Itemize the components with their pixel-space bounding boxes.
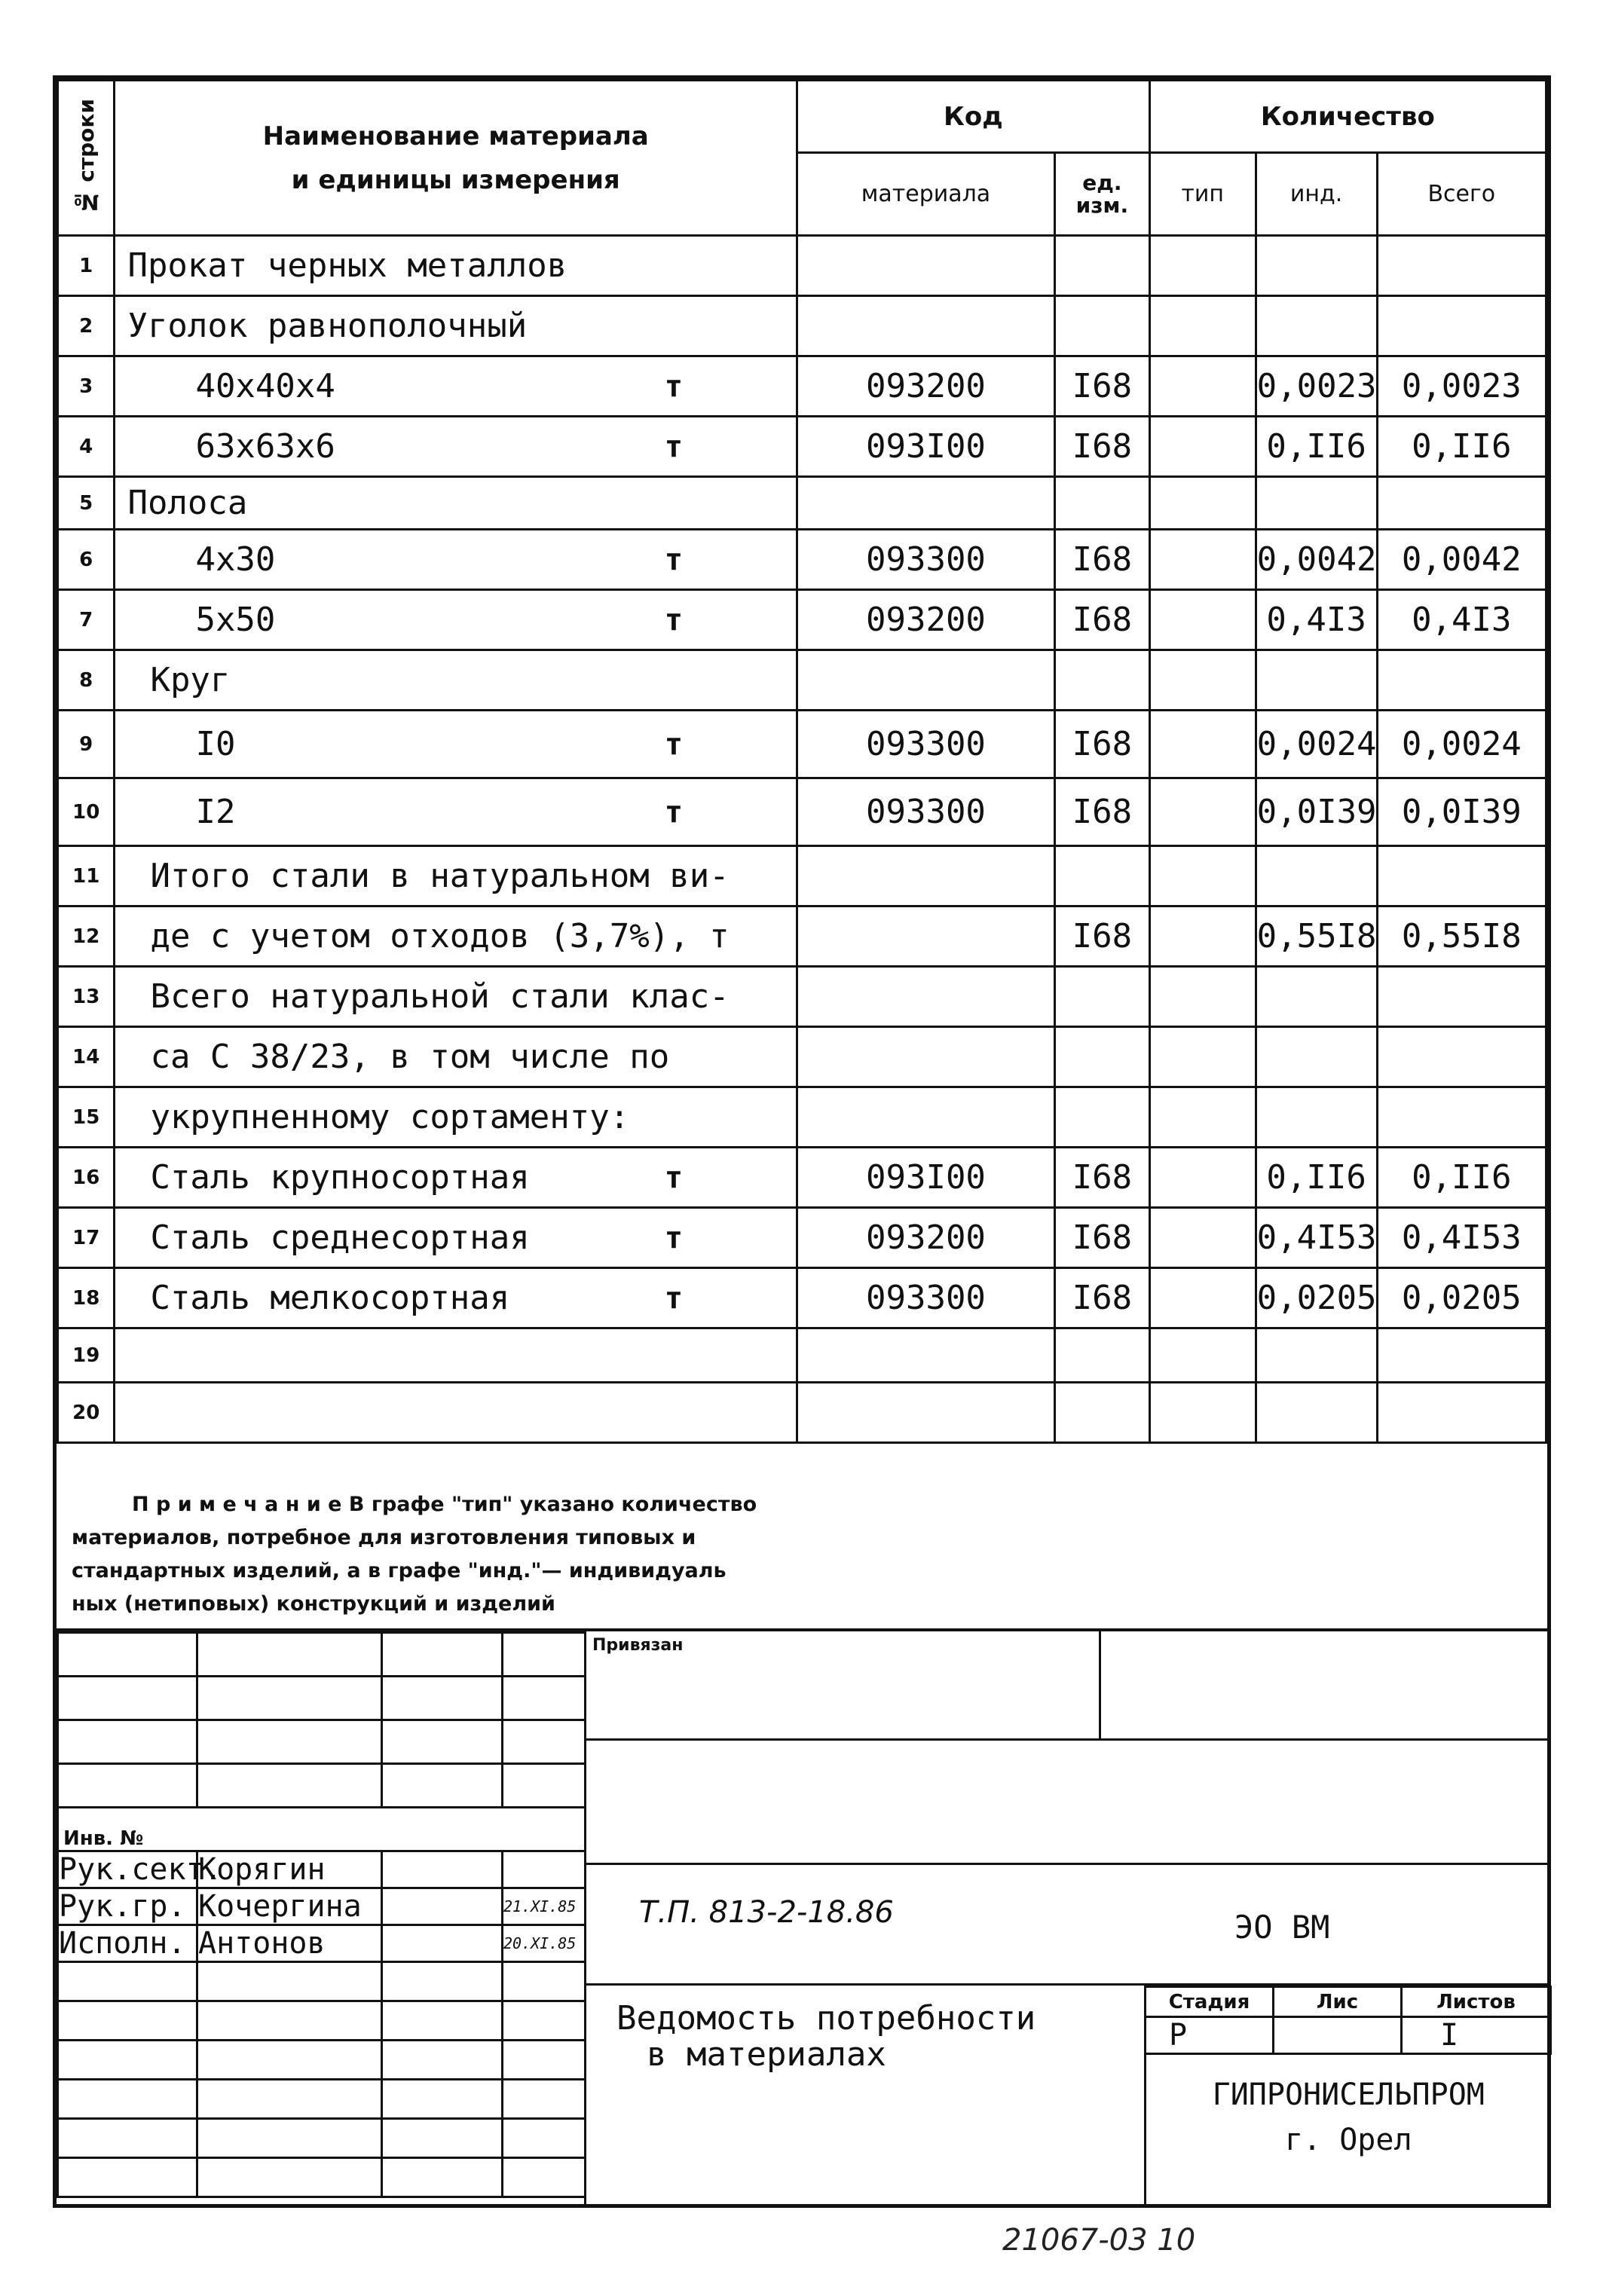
material-name xyxy=(115,477,797,530)
qty-ind xyxy=(1256,1328,1377,1383)
material-code xyxy=(797,477,1054,530)
row-number: 1 xyxy=(58,236,115,296)
qty-ind xyxy=(1256,650,1377,711)
qty-type xyxy=(1149,1027,1256,1087)
material-code xyxy=(797,1027,1054,1087)
qty-total: 0,4I3 xyxy=(1377,590,1546,650)
qty-type xyxy=(1149,590,1256,650)
row-number: 7 xyxy=(58,590,115,650)
qty-ind: 0,0205 xyxy=(1256,1268,1377,1328)
table-row xyxy=(58,530,1546,590)
material-name xyxy=(115,590,797,650)
qty-type xyxy=(1149,711,1256,778)
material-code: 093300 xyxy=(797,530,1054,590)
unit-label: т xyxy=(664,1220,683,1255)
row-number: 2 xyxy=(58,296,115,356)
row-number: 16 xyxy=(58,1148,115,1208)
material-name xyxy=(115,236,797,296)
qty-ind: 0,4I3 xyxy=(1256,590,1377,650)
qty-ind: 0,II6 xyxy=(1256,417,1377,477)
material-name xyxy=(115,846,797,906)
qty-ind xyxy=(1256,967,1377,1027)
row-number: 15 xyxy=(58,1087,115,1148)
qty-total: 0,II6 xyxy=(1377,1148,1546,1208)
material-name-text: I2 xyxy=(195,793,236,831)
qty-ind: 0,0023 xyxy=(1256,356,1377,417)
unit-code xyxy=(1055,236,1150,296)
qty-type xyxy=(1149,778,1256,846)
qty-type xyxy=(1149,417,1256,477)
row-number: 4 xyxy=(58,417,115,477)
unit-code: I68 xyxy=(1055,590,1150,650)
material-name xyxy=(115,778,797,846)
materials-rows xyxy=(58,236,1546,1443)
blank-box xyxy=(584,1741,1547,1865)
material-name-text: Всего натуральной стали клас- xyxy=(150,977,730,1016)
binding-box xyxy=(584,1631,1547,1741)
material-name-text: де с учетом отходов (3,7%), т xyxy=(150,917,730,955)
qty-type xyxy=(1149,236,1256,296)
unit-code: I68 xyxy=(1055,1268,1150,1328)
qty-ind xyxy=(1256,236,1377,296)
unit-code: I68 xyxy=(1055,417,1150,477)
sheets-label: Листов xyxy=(1402,1987,1551,2017)
unit-label: т xyxy=(664,1280,683,1316)
table-row xyxy=(58,1087,1546,1148)
material-code xyxy=(797,296,1054,356)
material-code: 093300 xyxy=(797,1268,1054,1328)
qty-total xyxy=(1377,1087,1546,1148)
title-block xyxy=(57,1631,1547,2204)
qty-type xyxy=(1149,1087,1256,1148)
qty-type-header: тип xyxy=(1149,153,1256,236)
signature-3 xyxy=(382,1925,503,1962)
qty-ind: 0,0042 xyxy=(1256,530,1377,590)
material-name xyxy=(115,1328,797,1383)
unit-code xyxy=(1055,1383,1150,1443)
table-row xyxy=(58,846,1546,906)
qty-total xyxy=(1377,296,1546,356)
qty-ind: 0,0I39 xyxy=(1256,778,1377,846)
binding-label: Привязан xyxy=(592,1636,684,1655)
row-number: 12 xyxy=(58,906,115,967)
material-code: 093I00 xyxy=(797,417,1054,477)
unit-code: I68 xyxy=(1055,1148,1150,1208)
row-number: 10 xyxy=(58,778,115,846)
material-name-text: Полоса xyxy=(127,484,248,522)
material-code xyxy=(797,1383,1054,1443)
qty-total xyxy=(1377,1328,1546,1383)
inventory-number-label: Инв. № xyxy=(58,1808,586,1851)
material-name xyxy=(115,1268,797,1328)
table-row xyxy=(58,906,1546,967)
material-name xyxy=(115,967,797,1027)
material-code: 093200 xyxy=(797,1208,1054,1268)
material-name-text: Сталь крупносортная xyxy=(150,1158,530,1197)
table-row xyxy=(58,1027,1546,1087)
qty-type xyxy=(1149,650,1256,711)
unit-code xyxy=(1055,846,1150,906)
qty-total xyxy=(1377,236,1546,296)
qty-type xyxy=(1149,906,1256,967)
material-name-text: Итого стали в натуральном ви- xyxy=(150,857,730,895)
note-line-4: ных (нетиповых) конструкций и изделий xyxy=(72,1592,555,1616)
qty-total: 0,0042 xyxy=(1377,530,1546,590)
qty-ind xyxy=(1256,1383,1377,1443)
qty-ind xyxy=(1256,1087,1377,1148)
qty-ind-header: инд. xyxy=(1256,153,1377,236)
material-name-text: 5x50 xyxy=(195,601,276,639)
qty-type xyxy=(1149,296,1256,356)
material-name-text: I0 xyxy=(195,725,236,763)
qty-type xyxy=(1149,1208,1256,1268)
qty-total xyxy=(1377,1383,1546,1443)
material-name xyxy=(115,711,797,778)
qty-ind: 0,55I8 xyxy=(1256,906,1377,967)
qty-ind: 0,4I53 xyxy=(1256,1208,1377,1268)
doc-code-row xyxy=(584,1865,1547,1986)
material-name-text: 4x30 xyxy=(195,540,276,579)
unit-label: т xyxy=(664,368,683,404)
note-block xyxy=(57,1481,1547,1631)
quantity-header: Количество xyxy=(1149,81,1546,153)
material-name-text: 63x63x6 xyxy=(195,427,335,466)
doc-code: Т.П. 813-2-18.86 xyxy=(639,1895,894,1930)
qty-total xyxy=(1377,650,1546,711)
stage-table xyxy=(1144,1986,1552,2208)
person-1: Корягин xyxy=(197,1851,382,1888)
table-row xyxy=(58,590,1546,650)
qty-type xyxy=(1149,1383,1256,1443)
code-header: Код xyxy=(797,81,1149,153)
signature-1 xyxy=(382,1851,503,1888)
sheet-label: Лис xyxy=(1274,1987,1402,2017)
qty-ind xyxy=(1256,477,1377,530)
qty-type xyxy=(1149,846,1256,906)
material-name xyxy=(115,296,797,356)
material-name-text: Сталь среднесортная xyxy=(150,1218,530,1257)
table-row xyxy=(58,1328,1546,1383)
material-name-text: 40x40x4 xyxy=(195,367,335,405)
sheet-value xyxy=(1274,2017,1402,2054)
qty-total-header: Всего xyxy=(1377,153,1546,236)
qty-type xyxy=(1149,967,1256,1027)
row-number: 11 xyxy=(58,846,115,906)
qty-type xyxy=(1149,530,1256,590)
material-name-text: Сталь мелкосортная xyxy=(150,1279,510,1317)
unit-code: I68 xyxy=(1055,356,1150,417)
material-name-text: укрупненному сортаменту: xyxy=(150,1098,630,1136)
unit-label: т xyxy=(664,1160,683,1195)
qty-total: 0,0205 xyxy=(1377,1268,1546,1328)
row-number: 3 xyxy=(58,356,115,417)
table-row xyxy=(58,236,1546,296)
date-2: 21.XI.85 xyxy=(503,1888,586,1925)
date-3: 20.XI.85 xyxy=(503,1925,586,1962)
material-code: 093200 xyxy=(797,590,1054,650)
table-row xyxy=(58,711,1546,778)
unit-code xyxy=(1055,650,1150,711)
unit-code xyxy=(1055,1328,1150,1383)
row-number: 17 xyxy=(58,1208,115,1268)
qty-total: 0,0024 xyxy=(1377,711,1546,778)
row-number: 9 xyxy=(58,711,115,778)
qty-ind: 0,0024 xyxy=(1256,711,1377,778)
table-row xyxy=(58,1383,1546,1443)
material-name xyxy=(115,1087,797,1148)
qty-total: 0,4I53 xyxy=(1377,1208,1546,1268)
code-material-header: материала xyxy=(797,153,1054,236)
person-2: Кочергина xyxy=(197,1888,382,1925)
material-name-text: са С 38/23, в том числе по xyxy=(150,1038,670,1076)
table-row xyxy=(58,967,1546,1027)
binding-divider xyxy=(1099,1631,1101,1741)
organization-name: ГИПРОНИСЕЛЬПРОМ xyxy=(1212,2077,1485,2112)
material-name-text: Круг xyxy=(150,661,231,699)
unit-label: т xyxy=(664,542,683,577)
row-number: 20 xyxy=(58,1383,115,1443)
unit-code xyxy=(1055,1027,1150,1087)
qty-total xyxy=(1377,846,1546,906)
row-number: 18 xyxy=(58,1268,115,1328)
title-row xyxy=(584,1986,1547,2204)
table-row xyxy=(58,417,1546,477)
unit-label: т xyxy=(664,602,683,637)
sheets-value: I xyxy=(1402,2017,1551,2054)
material-name xyxy=(115,1383,797,1443)
material-name xyxy=(115,1027,797,1087)
row-number: 19 xyxy=(58,1328,115,1383)
material-code xyxy=(797,846,1054,906)
table-row xyxy=(58,1268,1546,1328)
note-line-1: П р и м е ч а н и е В графе "тип" указано количество xyxy=(132,1493,757,1516)
material-code xyxy=(797,1328,1054,1383)
unit-code: I68 xyxy=(1055,711,1150,778)
material-name-text: Уголок равнополочный xyxy=(127,307,528,345)
unit-code: I68 xyxy=(1055,906,1150,967)
material-code: 093200 xyxy=(797,356,1054,417)
unit-code: I68 xyxy=(1055,1208,1150,1268)
unit-code xyxy=(1055,477,1150,530)
qty-total: 0,0023 xyxy=(1377,356,1546,417)
stage-label: Стадия xyxy=(1146,1987,1274,2017)
note-line-2: материалов, потребное для изготовления типовых и xyxy=(72,1526,696,1549)
qty-total: 0,55I8 xyxy=(1377,906,1546,967)
table-row xyxy=(58,296,1546,356)
material-name xyxy=(115,356,797,417)
date-1 xyxy=(503,1851,586,1888)
material-name xyxy=(115,1148,797,1208)
materials-table xyxy=(57,79,1547,1444)
unit-label: т xyxy=(664,429,683,464)
archive-number: 21067-03 10 xyxy=(1002,2223,1196,2258)
role-2: Рук.гр. xyxy=(58,1888,197,1925)
unit-code xyxy=(1055,967,1150,1027)
unit-code xyxy=(1055,296,1150,356)
table-row xyxy=(58,1208,1546,1268)
qty-total xyxy=(1377,967,1546,1027)
qty-total: 0,0I39 xyxy=(1377,778,1546,846)
table-row xyxy=(58,477,1546,530)
table-row xyxy=(58,778,1546,846)
unit-code: I68 xyxy=(1055,530,1150,590)
material-name-header: Наименование материала и единицы измерения xyxy=(115,81,797,236)
unit-code: I68 xyxy=(1055,778,1150,846)
qty-total xyxy=(1377,477,1546,530)
row-number: 8 xyxy=(58,650,115,711)
qty-type xyxy=(1149,477,1256,530)
drawing-sheet xyxy=(53,75,1551,2208)
code-unit-header: ед. изм. xyxy=(1055,153,1150,236)
unit-label: т xyxy=(664,794,683,830)
qty-total xyxy=(1377,1027,1546,1087)
role-1: Рук.сект. xyxy=(59,1852,222,1887)
stamp-left-grid xyxy=(57,1631,586,2198)
organization-city: г. Орел xyxy=(1284,2123,1412,2157)
material-code xyxy=(797,236,1054,296)
qty-ind xyxy=(1256,846,1377,906)
table-row xyxy=(58,1148,1546,1208)
unit-code xyxy=(1055,1087,1150,1148)
row-number: 6 xyxy=(58,530,115,590)
organization-cell xyxy=(1146,2054,1551,2208)
doc-title-line-2: в материалах xyxy=(647,2035,886,2074)
note-line-3: стандартных изделий, а в графе "инд."— индивидуаль xyxy=(72,1559,727,1582)
sheet-code: ЭО ВМ xyxy=(1234,1909,1330,1946)
row-number: 5 xyxy=(58,477,115,530)
qty-ind xyxy=(1256,1027,1377,1087)
qty-ind xyxy=(1256,296,1377,356)
material-name xyxy=(115,530,797,590)
qty-type xyxy=(1149,1268,1256,1328)
qty-type xyxy=(1149,1328,1256,1383)
row-number: 13 xyxy=(58,967,115,1027)
qty-type xyxy=(1149,356,1256,417)
row-number: 14 xyxy=(58,1027,115,1087)
stage-value: Р xyxy=(1146,2017,1274,2054)
qty-total: 0,II6 xyxy=(1377,417,1546,477)
qty-type xyxy=(1149,1148,1256,1208)
material-code xyxy=(797,967,1054,1027)
material-name xyxy=(115,1208,797,1268)
material-code: 093300 xyxy=(797,778,1054,846)
material-code: 093300 xyxy=(797,711,1054,778)
table-row xyxy=(58,650,1546,711)
table-row xyxy=(58,356,1546,417)
material-name-text: Прокат черных металлов xyxy=(127,246,567,285)
material-name xyxy=(115,417,797,477)
unit-label: т xyxy=(664,726,683,762)
material-name xyxy=(115,650,797,711)
material-code xyxy=(797,650,1054,711)
material-code xyxy=(797,1087,1054,1148)
material-code xyxy=(797,906,1054,967)
signature-2 xyxy=(382,1888,503,1925)
row-number-header: № строки xyxy=(58,81,115,236)
material-name xyxy=(115,906,797,967)
qty-ind: 0,II6 xyxy=(1256,1148,1377,1208)
person-3: Антонов xyxy=(197,1925,382,1962)
doc-title-line-1: Ведомость потребности xyxy=(616,1999,1036,2038)
role-3: Исполн. xyxy=(58,1925,197,1962)
material-code: 093I00 xyxy=(797,1148,1054,1208)
